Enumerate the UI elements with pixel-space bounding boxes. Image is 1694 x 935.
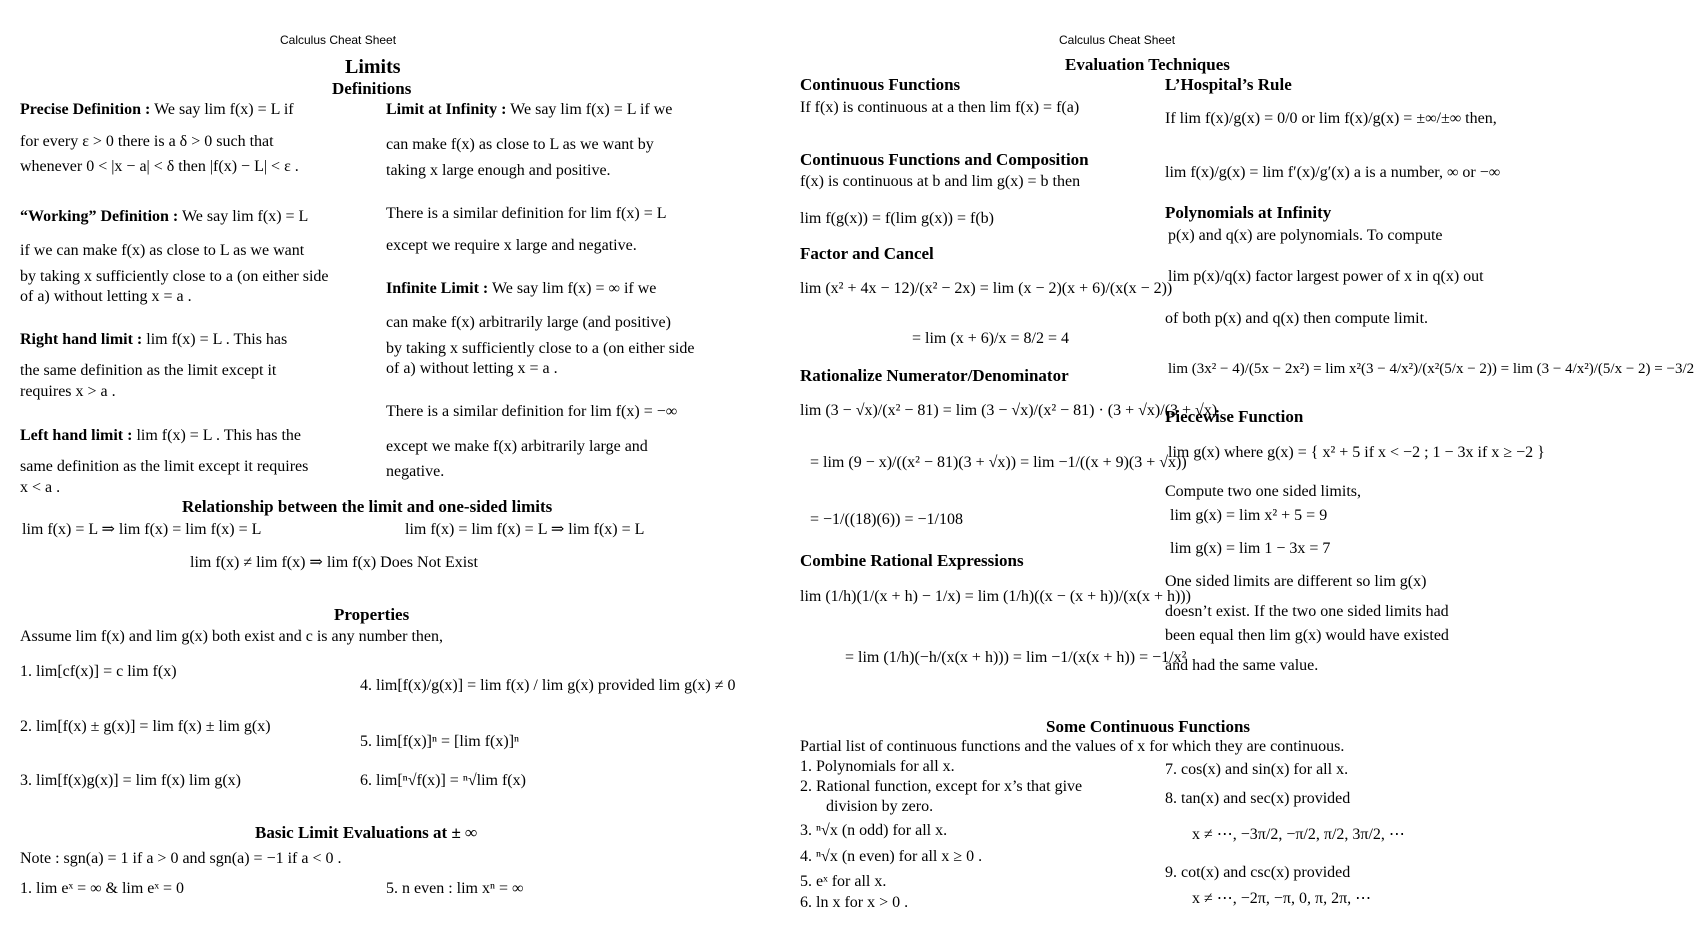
continuous-item-2b: division by zero.	[826, 798, 934, 815]
working-definition-line-1: “Working” Definition : We say lim f(x) = L	[20, 208, 309, 225]
rationalize-line-1: lim (3 − √x)/(x² − 81) = lim (3 − √x)/(x² − 81) · (3 + √x)/(3 + √x)	[800, 402, 1218, 419]
continuous-functions-title: Continuous Functions	[800, 75, 961, 94]
lhospital-title: L’Hospital’s Rule	[1165, 75, 1292, 94]
basic-limit-title: Basic Limit Evaluations at ± ∞	[255, 823, 478, 842]
infinite-limit-line-7: negative.	[386, 463, 445, 480]
continuous-item-7: 7. cos(x) and sin(x) for all x.	[1165, 761, 1349, 778]
property-1: 1. lim[cf(x)] = c lim f(x)	[20, 663, 177, 680]
piecewise-line-3: lim g(x) = lim x² + 5 = 9	[1170, 507, 1328, 524]
properties-intro: Assume lim f(x) and lim g(x) both exist and c is any number then,	[20, 628, 444, 645]
continuous-item-6: 6. ln x for x > 0 .	[800, 894, 909, 911]
infinite-limit-line-2: can make f(x) arbitrarily large (and positive)	[386, 314, 671, 331]
precise-definition-line-3: whenever 0 < |x − a| < δ then |f(x) − L| < ε .	[20, 158, 299, 175]
factor-cancel-title: Factor and Cancel	[800, 244, 934, 263]
left-hand-limit-line-1: Left hand limit : lim f(x) = L . This has the	[20, 427, 302, 444]
piecewise-line-7: been equal then lim g(x) would have existed	[1165, 627, 1449, 644]
piecewise-line-8: and had the same value.	[1165, 657, 1319, 674]
infinite-limit-line-4: of a) without letting x = a .	[386, 360, 558, 377]
right-hand-limit-line-2: the same definition as the limit except it	[20, 362, 277, 379]
composition-line-1: f(x) is continuous at b and lim g(x) = b then	[800, 173, 1081, 190]
continuous-item-4: 4. ⁿ√x (n even) for all x ≥ 0 .	[800, 848, 983, 865]
property-3: 3. lim[f(x)g(x)] = lim f(x) lim g(x)	[20, 772, 241, 789]
piecewise-line-5: One sided limits are different so lim g(x)	[1165, 573, 1427, 590]
property-4: 4. lim[f(x)/g(x)] = lim f(x) / lim g(x) provided lim g(x) ≠ 0	[360, 677, 736, 694]
limit-at-infinity-line-4: There is a similar definition for lim f(x) = L	[386, 205, 667, 222]
continuous-item-9b: x ≠ ⋯, −2π, −π, 0, π, 2π, ⋯	[1192, 890, 1372, 907]
continuous-item-8a: 8. tan(x) and sec(x) provided	[1165, 790, 1351, 807]
continuous-item-5: 5. eˣ for all x.	[800, 873, 887, 890]
some-continuous-intro: Partial list of continuous functions and the values of x for which they are continuous.	[800, 738, 1345, 755]
working-definition-line-3: by taking x sufficiently close to a (on either side	[20, 268, 329, 285]
combine-title: Combine Rational Expressions	[800, 551, 1024, 570]
polynomials-example: lim (3x² − 4)/(5x − 2x²) = lim x²(3 − 4/x²)/(x²(5/x − 2)) = lim (3 − 4/x²)/(5/x − 2) = −3/2	[1168, 361, 1694, 377]
piecewise-line-6: doesn’t exist. If the two one sided limits had	[1165, 603, 1449, 620]
precise-definition-line-2: for every ε > 0 there is a δ > 0 such that	[20, 133, 274, 150]
lhospital-line-1: If lim f(x)/g(x) = 0/0 or lim f(x)/g(x) = ±∞/±∞ then,	[1165, 110, 1497, 127]
relationship-formula-1: lim f(x) = L ⇒ lim f(x) = lim f(x) = L	[22, 521, 262, 538]
factor-cancel-line-2: = lim (x + 6)/x = 8/2 = 4	[912, 330, 1069, 347]
basic-limit-5: 5. n even : lim xⁿ = ∞	[386, 880, 524, 897]
limit-at-infinity-line-3: taking x large enough and positive.	[386, 162, 611, 179]
piecewise-title: Piecewise Function	[1165, 407, 1304, 426]
polynomials-line-3: of both p(x) and q(x) then compute limit.	[1165, 310, 1429, 327]
left-hand-limit-line-2: same definition as the limit except it requires	[20, 458, 309, 475]
limit-at-infinity-line-1: Limit at Infinity : We say lim f(x) = L if we	[386, 101, 673, 118]
limits-title: Limits	[345, 56, 401, 78]
infinite-limit-line-3: by taking x sufficiently close to a (on either side	[386, 340, 695, 357]
composition-line-2: lim f(g(x)) = f(lim g(x)) = f(b)	[800, 210, 994, 227]
relationship-formula-2: lim f(x) = lim f(x) = L ⇒ lim f(x) = L	[405, 521, 645, 538]
relationship-title: Relationship between the limit and one-sided limits	[182, 497, 553, 516]
header-right: Calculus Cheat Sheet	[1059, 33, 1176, 47]
continuous-item-3: 3. ⁿ√x (n odd) for all x.	[800, 822, 948, 839]
continuous-item-8b: x ≠ ⋯, −3π/2, −π/2, π/2, 3π/2, ⋯	[1192, 826, 1405, 843]
relationship-formula-3: lim f(x) ≠ lim f(x) ⇒ lim f(x) Does Not Exist	[190, 554, 478, 571]
rationalize-line-3: = −1/((18)(6)) = −1/108	[810, 511, 963, 528]
limit-at-infinity-line-2: can make f(x) as close to L as we want by	[386, 136, 654, 153]
definitions-subtitle: Definitions	[332, 79, 412, 98]
limit-at-infinity-line-5: except we require x large and negative.	[386, 237, 637, 254]
property-2: 2. lim[f(x) ± g(x)] = lim f(x) ± lim g(x)	[20, 718, 271, 735]
basic-limit-note: Note : sgn(a) = 1 if a > 0 and sgn(a) = −1 if a < 0 .	[20, 850, 342, 867]
property-5: 5. lim[f(x)]ⁿ = [lim f(x)]ⁿ	[360, 733, 520, 750]
some-continuous-title: Some Continuous Functions	[1046, 717, 1251, 736]
infinite-limit-line-5: There is a similar definition for lim f(x) = −∞	[386, 403, 678, 420]
evaluation-techniques-title: Evaluation Techniques	[1065, 55, 1230, 74]
polynomials-title: Polynomials at Infinity	[1165, 203, 1332, 222]
rationalize-line-2: = lim (9 − x)/((x² − 81)(3 + √x)) = lim −1/((x + 9)(3 + √x))	[810, 454, 1187, 471]
infinite-limit-line-1: Infinite Limit : We say lim f(x) = ∞ if we	[386, 280, 657, 297]
infinite-limit-line-6: except we make f(x) arbitrarily large and	[386, 438, 648, 455]
combine-line-2: = lim (1/h)(−h/(x(x + h))) = lim −1/(x(x + h)) = −1/x²	[845, 649, 1187, 666]
continuous-item-9a: 9. cot(x) and csc(x) provided	[1165, 864, 1351, 881]
lhospital-line-2: lim f(x)/g(x) = lim f′(x)/g′(x) a is a number, ∞ or −∞	[1165, 164, 1501, 181]
right-hand-limit-line-1: Right hand limit : lim f(x) = L . This has	[20, 331, 288, 348]
precise-definition-line-1: Precise Definition : We say lim f(x) = L if	[20, 101, 294, 118]
continuous-functions-line: If f(x) is continuous at a then lim f(x) = f(a)	[800, 99, 1080, 116]
rationalize-title: Rationalize Numerator/Denominator	[800, 366, 1069, 385]
basic-limit-1: 1. lim eˣ = ∞ & lim eˣ = 0	[20, 880, 185, 897]
combine-line-1: lim (1/h)(1/(x + h) − 1/x) = lim (1/h)((x − (x + h))/(x(x + h)))	[800, 588, 1191, 605]
continuous-item-2a: 2. Rational function, except for x’s that give	[800, 778, 1083, 795]
composition-title: Continuous Functions and Composition	[800, 150, 1089, 169]
working-definition-line-2: if we can make f(x) as close to L as we want	[20, 242, 305, 259]
property-6: 6. lim[ⁿ√f(x)] = ⁿ√lim f(x)	[360, 772, 526, 789]
piecewise-line-1: lim g(x) where g(x) = { x² + 5 if x < −2 ; 1 − 3x if x ≥ −2 }	[1168, 444, 1545, 461]
right-page	[800, 0, 1694, 935]
continuous-item-1: 1. Polynomials for all x.	[800, 758, 955, 775]
polynomials-line-1: p(x) and q(x) are polynomials. To compute	[1168, 227, 1443, 244]
working-definition-line-4: of a) without letting x = a .	[20, 288, 192, 305]
right-hand-limit-line-3: requires x > a .	[20, 383, 116, 400]
polynomials-line-2: lim p(x)/q(x) factor largest power of x in q(x) out	[1168, 268, 1484, 285]
properties-title: Properties	[334, 605, 410, 624]
header-left: Calculus Cheat Sheet	[280, 33, 397, 47]
factor-cancel-line-1: lim (x² + 4x − 12)/(x² − 2x) = lim (x − 2)(x + 6)/(x(x − 2))	[800, 280, 1173, 297]
left-page	[0, 0, 780, 935]
left-hand-limit-line-3: x < a .	[20, 479, 61, 496]
piecewise-line-4: lim g(x) = lim 1 − 3x = 7	[1170, 540, 1331, 557]
piecewise-line-2: Compute two one sided limits,	[1165, 483, 1361, 500]
